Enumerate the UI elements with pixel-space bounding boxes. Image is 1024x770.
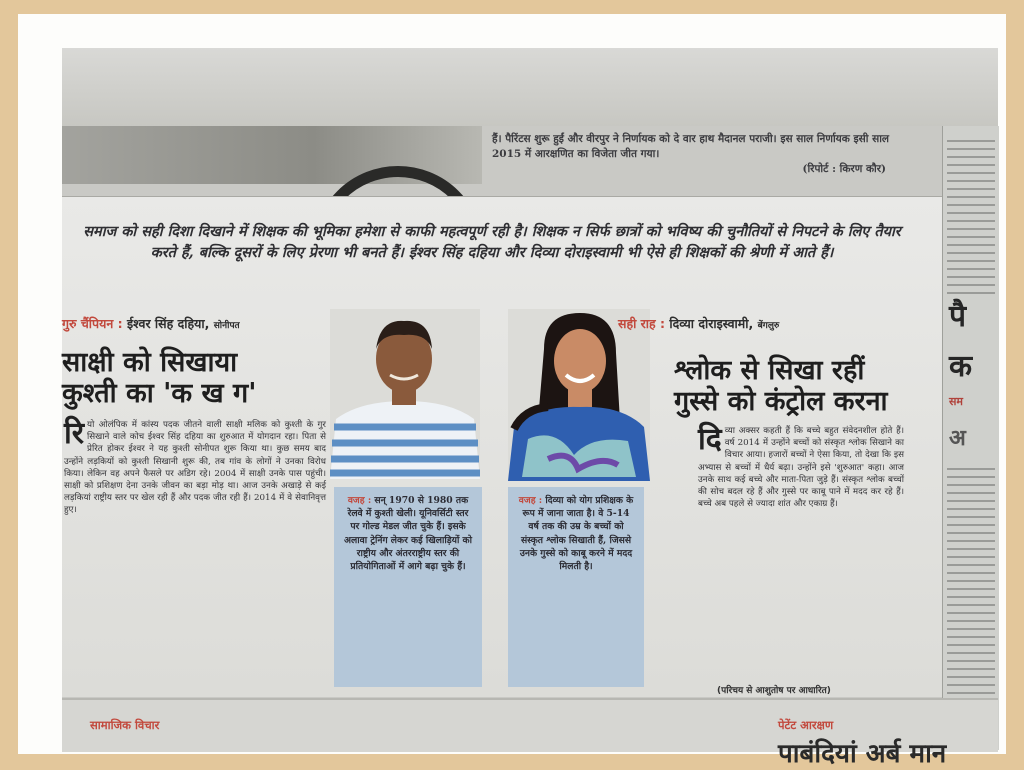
left-story-kicker xyxy=(62,315,240,332)
photo-frame xyxy=(18,14,1006,769)
previous-story-body: हैं। पैरिंटस शुरू हुईं और वीरपुर ने निर्णायक को दे वार हाथ मैदानल पराजी। इस साल निर्णायक इसी साल 2015 में आरक्षणित का विजेता जीत गया। xyxy=(492,133,890,160)
right-box-text: दिव्या को योग प्रशिक्षक के रूप में जाना जाता है। वे 5-14 वर्ष तक की उम्र के बच्चों को संस्कृत श्लोक सिखाती हैं, जिससे उनके गुस्से को काबू करने में मदद मिलती है। xyxy=(519,495,634,573)
left-info-box xyxy=(334,487,482,687)
right-box-label: वजह : xyxy=(518,495,543,506)
left-dropcap: रि xyxy=(64,416,85,451)
right-kicker-name: दिव्या दोराइस्वामी, xyxy=(669,316,754,331)
left-kicker-label: गुरु चैंपियन : xyxy=(62,316,123,331)
portrait-ishwar-singh xyxy=(330,309,480,479)
left-headline-line-1: साक्षी को सिखाया xyxy=(62,347,238,378)
right-kicker-label: सही राह : xyxy=(618,316,666,331)
right-story-body xyxy=(698,422,904,677)
sidebar-big-letter-2: क xyxy=(949,349,973,384)
sidebar-text-lines-2 xyxy=(947,462,995,722)
left-kicker-name: ईश्वर सिंह दहिया, xyxy=(127,316,210,331)
bottom-left-kicker: सामाजिक विचार xyxy=(90,718,160,732)
left-box-text: सन् 1970 से 1980 तक रेलवे में कुश्ती खेली। यूनिवर्सिटी स्तर पर गोल्ड मेडल जीत चुके हैं। इसके अलावा ट्रेनिंग लेकर कई खिलाड़ियों को राष्ट्रीय और अंतरराष्ट्रीय स्तर की प्रतियोगिताओं में आगे बढ़ा चुके हैं। xyxy=(344,495,472,573)
right-dropcap: दि xyxy=(698,422,722,457)
left-headline xyxy=(62,347,256,409)
right-headline xyxy=(674,355,888,417)
intro-paragraph: समाज को सही दिशा दिखाने में शिक्षक की भूमिका हमेशा से काफी महत्वपूर्ण रही है। शिक्षक न सिर्फ छात्रों को भविष्य की चुनौतियों से निपटने के लिए तैयार करते हैं, बल्कि दूसरों के लिए प्रेरणा भी बनते हैं। ईश्वर सिंह दहिया और दिव्या दोराइस्वामी भी ऐसे ही शिक्षकों की श्रेणी में आते हैं। xyxy=(83,223,901,261)
top-margin xyxy=(62,48,998,126)
previous-story-byline: (रिपोर्ट : किरण कौर) xyxy=(802,163,886,175)
left-headline-line-2: कुश्ती का 'क ख ग' xyxy=(62,378,257,409)
previous-story-text xyxy=(492,132,912,177)
right-info-box xyxy=(508,487,644,687)
bottom-right-headline: पाबंदियां अर्ब मान xyxy=(778,739,947,769)
right-story-kicker xyxy=(618,315,779,332)
portrait-divya-doraiswamy xyxy=(508,309,650,481)
sidebar-red-text: सम xyxy=(949,395,964,408)
left-body-text: यो ओलंपिक में कांस्य पदक जीतने वाली साक्षी मलिक को कुश्ती के गुर सिखाने वाले कोच ईश्वर सिंह दहिया का शुरुआत में योगदान रहा। पिता से प्रेरित होकर ईश्वर ने यह कुश्ती सोनीपत शुरू किया था। कुछ समय बाद उन्होंने लड़कियों को कुश्ती सिखानी शुरू की, तब गांव के लोगों ने उनका विरोध किया। लेकिन वह अपने फैसले पर अडिग रहे। 2004 में साक्षी उनके पास पहुंची। साक्षी को प्रशिक्षण देना उनके जीवन का बड़ा मोड़ था। आज उनके अखाड़े से कई लड़कियां राष्ट्रीय स्तर पर खेल रही हैं और पदक जीत रही हैं। 2014 में वे सेवानिवृत्त हुए। xyxy=(64,420,326,516)
sidebar-big-letter-3: अ xyxy=(949,425,966,451)
newspaper-photo xyxy=(62,48,998,769)
next-stories-strip xyxy=(62,698,998,769)
right-body-text: व्या अक्सर कहती हैं कि बच्चे बहुत संवेदनशील होते हैं। वर्ष 2014 में उन्होंने बच्चों को संस्कृत श्लोक सिखाने का विचार आया। हजारों बच्चों ने ऐसा किया, तो देखा कि इस अभ्यास से बच्चों में धैर्य बढ़ा। उन्होंने इसे 'शुरुआत' कहा। आज उनके साथ कई बच्चे और माता-पिता जुड़े हैं। संस्कृत श्लोक बच्चों की सोच बदल रहे हैं और गुस्से पर काबू पाने में मदद कर रहे हैं। बच्चे अब पहले से ज्यादा शांत और एकाग्र हैं। xyxy=(698,426,904,510)
previous-story-image xyxy=(62,126,482,184)
bottom-right-kicker: पेटेंट आरक्षण xyxy=(778,718,834,732)
right-sidebar-column xyxy=(942,126,999,750)
left-box-label: वजह : xyxy=(347,495,372,506)
right-headline-line-2: गुस्से को कंट्रोल करना xyxy=(674,386,888,417)
sidebar-text-lines xyxy=(947,134,995,294)
left-story-body xyxy=(64,416,326,681)
left-kicker-place: सोनीपत xyxy=(213,321,240,331)
right-story-credit: (परिचय से आशुतोष पर आधारित) xyxy=(717,686,831,696)
right-headline-line-1: श्लोक से सिखा रहीं xyxy=(674,355,865,386)
sidebar-big-letter-1: पै xyxy=(949,299,967,334)
right-kicker-place: बेंगलुरु xyxy=(757,321,780,331)
article-page xyxy=(62,196,942,697)
